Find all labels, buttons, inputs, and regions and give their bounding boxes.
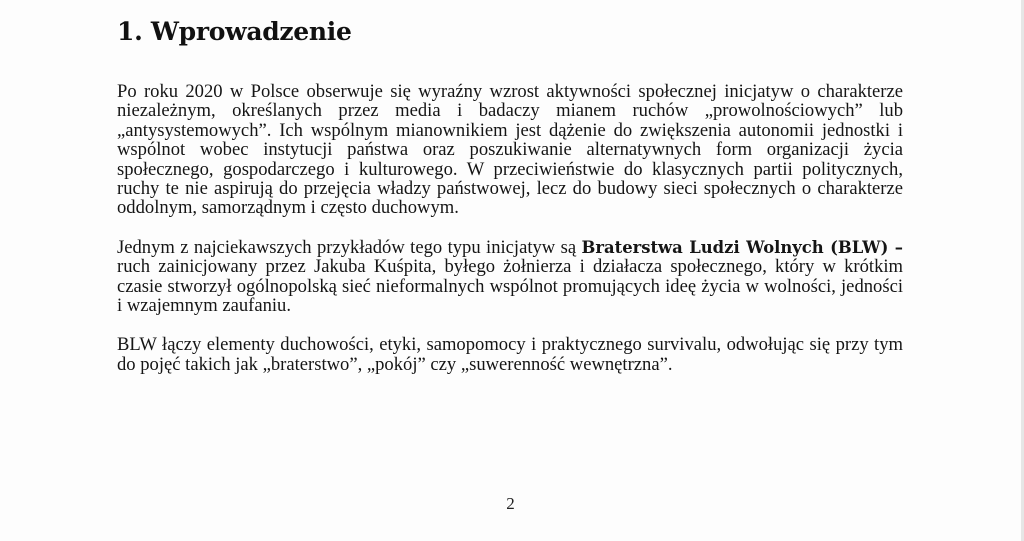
paragraph-blw-bold-term: Braterstwa Ludzi Wolnych (BLW) –: [581, 237, 903, 257]
page-content: [117, 13, 903, 374]
section-heading: 1. Wprowadzenie: [117, 17, 352, 46]
paragraph-blw-elements: BLW łączy elementy duchowości, etyki, samopomocy i praktycznego survivalu, odwołując się przy tym do pojęć takich jak „braterstwo”, „pokój” czy „suwerenność wewnętrzna”.: [117, 334, 903, 375]
paragraph-intro: Po roku 2020 w Polsce obserwuje się wyraźny wzrost aktywności społecznej inicjatyw o charakterze niezależnym, określanych przez media i badaczy mianem ruchów „prowolnościowych” lub „antysystemowych”. Ich wspólnym mianownikiem jest dążenie do zwiększenia autonomii jednostki i wspólnot wobec instytucji państwa oraz poszukiwanie alternatywnych form organizacji życia społecznego, gospodarczego i kulturowego. W przeciwieństwie do klasycznych partii politycznych, ruchy te nie aspirują do przejęcia władzy państwowej, lecz do budowy sieci społecznych o charakterze oddolnym, samorządnym i często duchowym.: [117, 81, 903, 219]
paragraph-blw-text-before: Jednym z najciekawszych przykładów tego typu inicjatyw są: [117, 236, 582, 258]
page-number: 2: [506, 494, 515, 513]
paragraph-blw-text-after: ruch zainicjowany przez Jakuba Kuśpita, byłego żołnierza i działacza społecznego, który w krótkim czasie stworzył ogólnopolską sieć nieformalnych wspólnot promujących ideę życia w wolności, jedności i wzajemnym zaufaniu.: [117, 256, 903, 317]
paragraph-blw: [117, 238, 903, 316]
